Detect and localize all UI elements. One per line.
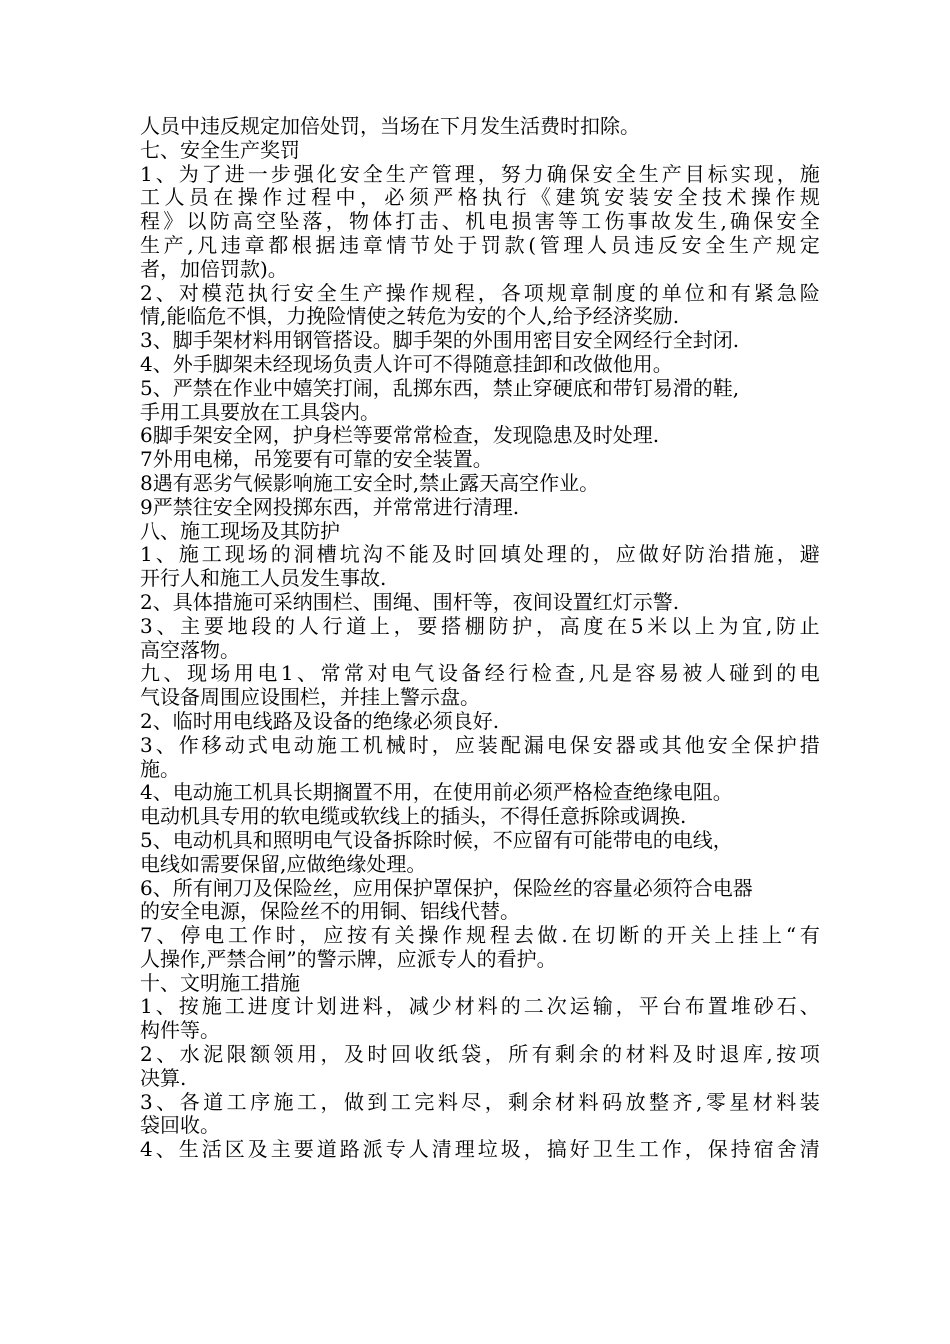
text-line: 8遇有恶劣气候影响施工安全时,禁止露天高空作业。 (140, 470, 600, 495)
text-line: 1 、 施 工 现 场 的 洞 槽 坑 沟 不 能 及 时 回 填 处 理 的 ， 应 做 好 防 治 措 施 ， 避 (140, 542, 820, 567)
text-line: 9严禁往安全网投掷东西，并常常进行清理. (140, 494, 520, 519)
text-line: 程 》 以 防 高 空 坠 落 ， 物 体 打 击 、 机 电 损 害 等 工 伤 事 故 发 生 , 确 保 安 全 (140, 209, 820, 234)
text-line: 2 、 水 泥 限 额 领 用 ， 及 时 回 收 纸 袋 ， 所 有 剩 余 的 材 料 及 时 退 库 , 按 项 (140, 1042, 820, 1067)
text-line: 构件等。 (140, 1018, 220, 1043)
text-line: 开行人和施工人员发生事故. (140, 566, 387, 591)
text-line: 3 、 作 移 动 式 电 动 施 工 机 械 时 ， 应 装 配 漏 电 保 安 器 或 其 他 安 全 保 护 措 (140, 732, 820, 757)
text-line: 1 、 按 施 工 进 度 计 划 进 料 ， 减 少 材 料 的 二 次 运 输 ， 平 台 布 置 堆 砂 石 、 (140, 994, 820, 1019)
text-line: 决算. (140, 1065, 187, 1090)
text-line: 7 、 停 电 工 作 时 ， 应 按 有 关 操 作 规 程 去 做 . 在 切 断 的 开 关 上 挂 上 “ 有 (140, 923, 820, 948)
text-line: 电动机具专用的软电缆或软线上的插头，不得任意拆除或调换. (140, 804, 687, 829)
text-line: 2、临时用电线路及设备的绝缘必须良好. (140, 708, 500, 733)
text-line: 5、电动机具和照明电气设备拆除时候，不应留有可能带电的电线， (140, 827, 733, 852)
text-line: 2 、 对 模 范 执 行 安 全 生 产 操 作 规 程 ， 各 项 规 章 制 度 的 单 位 和 有 紧 急 险 (140, 280, 820, 305)
text-line: 1 、 为 了 进 一 步 强 化 安 全 生 产 管 理 ， 努 力 确 保 安 全 生 产 目 标 实 现 ， 施 (140, 161, 820, 186)
text-line: 6、所有闸刀及保险丝，应用保护罩保护，保险丝的容量必须符合电器 (140, 875, 753, 900)
text-line: 生 产 , 凡 违 章 都 根 据 违 章 情 节 处 于 罚 款 ( 管 理 人 员 违 反 安 全 生 产 规 定 (140, 232, 820, 257)
text-line: 4 、 生 活 区 及 主 要 道 路 派 专 人 清 理 垃 圾 ， 搞 好 卫 生 工 作 ， 保 持 宿 舍 清 (140, 1137, 820, 1162)
text-line: 人员中违反规定加倍处罚，当场在下月发生活费时扣除。 (140, 114, 640, 138)
text-line: 3 、 各 道 工 序 施 工 ， 做 到 工 完 料 尽 ， 剩 余 材 料 码 放 整 齐 , 零 星 材 料 装 (140, 1089, 820, 1114)
text-line: 七、安全生产奖罚 (140, 137, 300, 162)
text-line: 工 人 员 在 操 作 过 程 中 ， 必 须 严 格 执 行 《 建 筑 安 装 安 全 技 术 操 作 规 (140, 185, 820, 210)
text-line: 电线如需要保留,应做绝缘处理。 (140, 851, 427, 876)
text-line: 者，加倍罚款)。 (140, 256, 288, 281)
text-line: 5、严禁在作业中嬉笑打闹，乱掷东西，禁止穿硬底和带钉易滑的鞋, (140, 375, 740, 400)
text-line: 气设备周围应设围栏，并挂上警示盘。 (140, 685, 480, 710)
text-line: 4、外手脚架未经现场负责人许可不得随意挂卸和改做他用。 (140, 351, 673, 376)
text-line: 情,能临危不惧，力挽险情使之转危为安的个人,给予经济奖励. (140, 304, 680, 329)
text-line: 2、具体措施可采纳围栏、围绳、围杆等，夜间设置红灯示警. (140, 589, 680, 614)
text-line: 人操作,严禁合闸”的警示牌，应派专人的看护。 (140, 946, 557, 971)
document-page (140, 115, 820, 1162)
text-line: 6脚手架安全网，护身栏等要常常检查，发现隐患及时处理. (140, 423, 660, 448)
text-line: 7外用电梯，吊笼要有可靠的安全装置。 (140, 447, 493, 472)
text-line: 袋回收。 (140, 1113, 220, 1138)
text-line: 3 、 主 要 地 段 的 人 行 道 上 ， 要 搭 棚 防 护 ， 高 度 在 5 米 以 上 为 宜 , 防 止 (140, 613, 820, 638)
text-line: 施。 (140, 756, 180, 781)
text-line: 4、电动施工机具长期搁置不用，在使用前必须严格检查绝缘电阻。 (140, 780, 733, 805)
text-line: 高空落物。 (140, 637, 240, 662)
text-line: 十、文明施工措施 (140, 970, 300, 995)
text-line: 3、脚手架材料用钢管搭设。脚手架的外围用密目安全网经行全封闭. (140, 328, 740, 353)
text-line: 手用工具要放在工具袋内。 (140, 399, 380, 424)
text-line: 九 、 现 场 用 电 1 、 常 常 对 电 气 设 备 经 行 检 查 , 凡 是 容 易 被 人 碰 到 的 电 (140, 661, 820, 686)
text-line: 八、施工现场及其防护 (140, 518, 340, 543)
text-line: 的安全电源，保险丝不的用铜、铝线代替。 (140, 899, 520, 924)
